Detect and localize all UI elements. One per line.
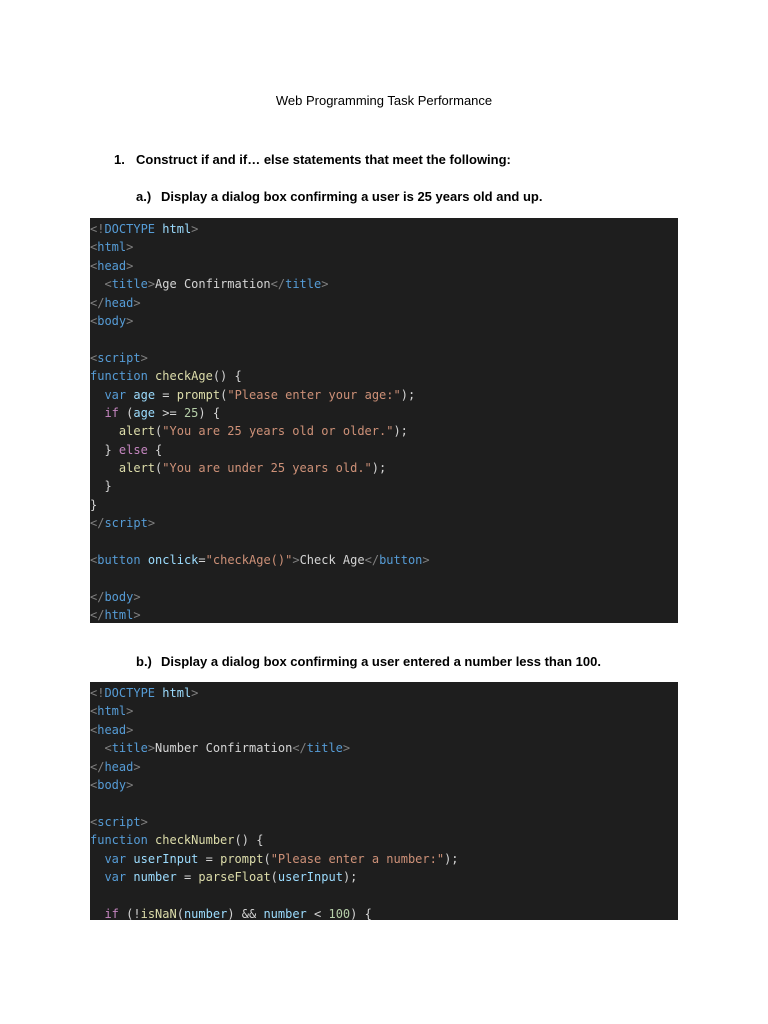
code-token: title xyxy=(285,277,322,292)
code-line xyxy=(90,831,678,849)
code-token: function xyxy=(90,369,148,384)
code-token: </ xyxy=(90,295,105,310)
code-token: > xyxy=(422,553,430,568)
code-line xyxy=(90,606,678,623)
code-token: > xyxy=(191,222,199,236)
code-token: ( xyxy=(118,405,134,420)
code-token: checkAge xyxy=(155,369,213,384)
code-line xyxy=(90,275,678,293)
code-token: number xyxy=(263,906,307,920)
code-token: 25 xyxy=(183,405,199,420)
code-token: checkNumber xyxy=(155,833,235,848)
code-line xyxy=(90,422,678,440)
code-token xyxy=(90,907,104,920)
code-token: html xyxy=(97,704,127,719)
code-token: else xyxy=(118,442,148,457)
code-token: Age Confirmation xyxy=(155,277,271,292)
code-token: DOCTYPE xyxy=(104,686,156,700)
part-a-label: a.) xyxy=(136,189,152,204)
code-token: > xyxy=(126,313,134,328)
code-token: > xyxy=(342,741,351,756)
code-token: < xyxy=(90,777,98,792)
code-token: () { xyxy=(212,369,242,384)
code-line xyxy=(90,514,678,532)
code-token: html xyxy=(97,240,127,255)
code-token: head xyxy=(97,722,127,737)
code-token: ) && xyxy=(227,906,264,920)
code-token: prompt xyxy=(176,387,221,402)
code-token: alert xyxy=(118,424,156,439)
part-b-label: b.) xyxy=(136,654,152,669)
code-token: > xyxy=(140,350,148,365)
code-line xyxy=(90,404,678,422)
code-token: < xyxy=(104,741,112,756)
code-token: < xyxy=(104,277,112,292)
code-token: < xyxy=(90,814,98,829)
code-token xyxy=(90,461,119,475)
code-token: } xyxy=(90,442,119,457)
question-text: Construct if and if… else statements that meet the following: xyxy=(136,152,511,167)
code-line xyxy=(90,496,678,514)
code-token: html xyxy=(104,608,134,623)
code-token: = xyxy=(198,851,221,866)
code-token xyxy=(90,852,104,866)
code-token: ( xyxy=(263,851,271,866)
code-token: > xyxy=(147,741,156,756)
code-token: button xyxy=(379,553,423,568)
code-token: "You are 25 years old or older." xyxy=(162,424,394,439)
code-line xyxy=(90,533,678,551)
code-line xyxy=(90,477,678,495)
code-token xyxy=(148,369,155,383)
code-token: >= xyxy=(155,405,184,420)
code-token: </ xyxy=(292,741,307,756)
code-token: ( xyxy=(155,424,163,439)
code-token: <! xyxy=(90,222,105,236)
code-line xyxy=(90,684,678,702)
code-line xyxy=(90,702,678,720)
code-token: > xyxy=(147,277,156,292)
code-line xyxy=(90,588,678,606)
code-token: body xyxy=(97,777,127,792)
code-token: onclick xyxy=(147,553,199,568)
code-token: = xyxy=(198,553,206,568)
code-line xyxy=(90,238,678,256)
code-token: </ xyxy=(90,589,105,604)
code-token: < xyxy=(90,258,98,273)
code-token: > xyxy=(133,589,141,604)
code-token: title xyxy=(111,277,148,292)
code-token: < xyxy=(90,350,98,365)
code-token: </ xyxy=(270,277,286,292)
code-token: <! xyxy=(90,686,105,700)
code-token: body xyxy=(97,313,127,328)
code-token: < xyxy=(90,704,98,719)
code-token: </ xyxy=(90,759,105,774)
code-line xyxy=(90,330,678,348)
code-token: userInput xyxy=(277,869,343,884)
code-token: "checkAge()" xyxy=(205,553,293,568)
code-line xyxy=(90,551,678,569)
code-token xyxy=(90,388,104,402)
code-token: parseFloat xyxy=(198,869,271,884)
code-token: ); xyxy=(444,851,459,866)
code-token: > xyxy=(126,704,134,719)
document-title: Web Programming Task Performance xyxy=(275,93,493,108)
code-block-b xyxy=(90,682,678,920)
code-token: > xyxy=(292,553,300,568)
code-token: = xyxy=(155,387,177,402)
code-token: < xyxy=(306,906,329,920)
code-line xyxy=(90,813,678,831)
code-token: (! xyxy=(118,906,141,920)
code-line xyxy=(90,776,678,794)
question-1 xyxy=(114,152,511,167)
code-line xyxy=(90,367,678,385)
code-token: > xyxy=(126,722,134,737)
code-token: number xyxy=(183,906,228,920)
code-line xyxy=(90,868,678,886)
code-token: < xyxy=(90,240,98,255)
code-token: > xyxy=(321,277,329,292)
code-token: </ xyxy=(90,608,105,623)
code-token: > xyxy=(147,516,156,531)
code-token: > xyxy=(133,759,141,774)
code-token: title xyxy=(306,741,343,756)
code-token: Check Age xyxy=(299,553,365,568)
code-token: > xyxy=(126,240,134,255)
code-token: ( xyxy=(220,387,228,402)
code-line xyxy=(90,739,678,757)
code-token: > xyxy=(133,608,141,623)
code-token: html xyxy=(162,222,192,236)
code-token: var xyxy=(104,869,127,884)
code-token: > xyxy=(140,814,148,829)
code-token: script xyxy=(104,516,148,531)
code-token: var xyxy=(104,851,127,866)
code-token: ( xyxy=(176,906,184,920)
code-token: > xyxy=(126,258,134,273)
code-token: age xyxy=(133,387,156,402)
code-token: = xyxy=(176,869,199,884)
code-token: var xyxy=(104,387,127,402)
code-token: age xyxy=(133,405,156,420)
code-line xyxy=(90,886,678,904)
code-token: prompt xyxy=(220,851,264,866)
code-token: < xyxy=(90,313,98,328)
code-token: </ xyxy=(364,553,380,568)
code-token: ); xyxy=(400,387,416,402)
code-token: { xyxy=(147,442,163,457)
code-token: function xyxy=(90,833,148,848)
code-token: "Please enter a number:" xyxy=(270,851,445,866)
code-token: 100 xyxy=(328,906,351,920)
part-b xyxy=(136,654,601,669)
code-token xyxy=(148,833,155,847)
code-token: < xyxy=(90,722,98,737)
code-token: ); xyxy=(342,869,358,884)
part-a xyxy=(136,189,542,204)
code-token: userInput xyxy=(133,851,199,866)
code-token: head xyxy=(104,759,134,774)
code-token: if xyxy=(104,906,119,920)
code-line xyxy=(90,349,678,367)
code-token xyxy=(90,277,104,291)
code-line xyxy=(90,220,678,238)
code-token: </ xyxy=(90,516,105,531)
code-token: ); xyxy=(393,424,408,439)
code-token: html xyxy=(162,686,192,700)
code-token: () { xyxy=(234,833,264,848)
code-line xyxy=(90,312,678,330)
code-line xyxy=(90,459,678,477)
code-token: ( xyxy=(155,461,163,476)
code-line xyxy=(90,294,678,312)
code-token: < xyxy=(90,553,98,568)
code-token: } xyxy=(90,479,112,494)
code-token: body xyxy=(104,589,134,604)
code-line xyxy=(90,721,678,739)
code-token: script xyxy=(97,814,141,829)
code-line xyxy=(90,441,678,459)
code-line xyxy=(90,905,678,920)
code-line xyxy=(90,386,678,404)
question-number: 1. xyxy=(114,152,125,167)
code-token: number xyxy=(133,869,177,884)
code-token: } xyxy=(90,497,98,512)
part-b-text: Display a dialog box confirming a user entered a number less than 100. xyxy=(161,654,601,669)
code-token: > xyxy=(126,777,134,792)
code-token: Number Confirmation xyxy=(155,741,293,756)
code-token xyxy=(141,553,148,567)
part-a-text: Display a dialog box confirming a user is 25 years old and up. xyxy=(161,189,543,204)
code-token: "Please enter your age:" xyxy=(227,387,401,402)
code-line xyxy=(90,257,678,275)
code-token: head xyxy=(104,295,134,310)
code-token: > xyxy=(133,295,141,310)
code-line xyxy=(90,758,678,776)
code-token xyxy=(90,741,104,755)
code-token: DOCTYPE xyxy=(104,222,156,236)
code-token: > xyxy=(191,686,199,700)
code-token: isNaN xyxy=(140,906,177,920)
code-token: alert xyxy=(118,461,156,476)
code-token xyxy=(90,870,104,884)
code-token: "You are under 25 years old." xyxy=(162,461,372,476)
code-token: if xyxy=(104,405,119,420)
code-token xyxy=(90,424,119,438)
code-token: title xyxy=(111,741,148,756)
code-block-a xyxy=(90,218,678,623)
code-token: ) { xyxy=(350,906,372,920)
code-line xyxy=(90,794,678,812)
code-token xyxy=(90,406,104,420)
code-line xyxy=(90,569,678,587)
code-line xyxy=(90,850,678,868)
code-token: ); xyxy=(371,461,387,476)
code-token: script xyxy=(97,350,141,365)
code-token: button xyxy=(97,553,141,568)
code-token: head xyxy=(97,258,127,273)
code-token: ) { xyxy=(198,405,221,420)
code-token: ( xyxy=(270,869,278,884)
